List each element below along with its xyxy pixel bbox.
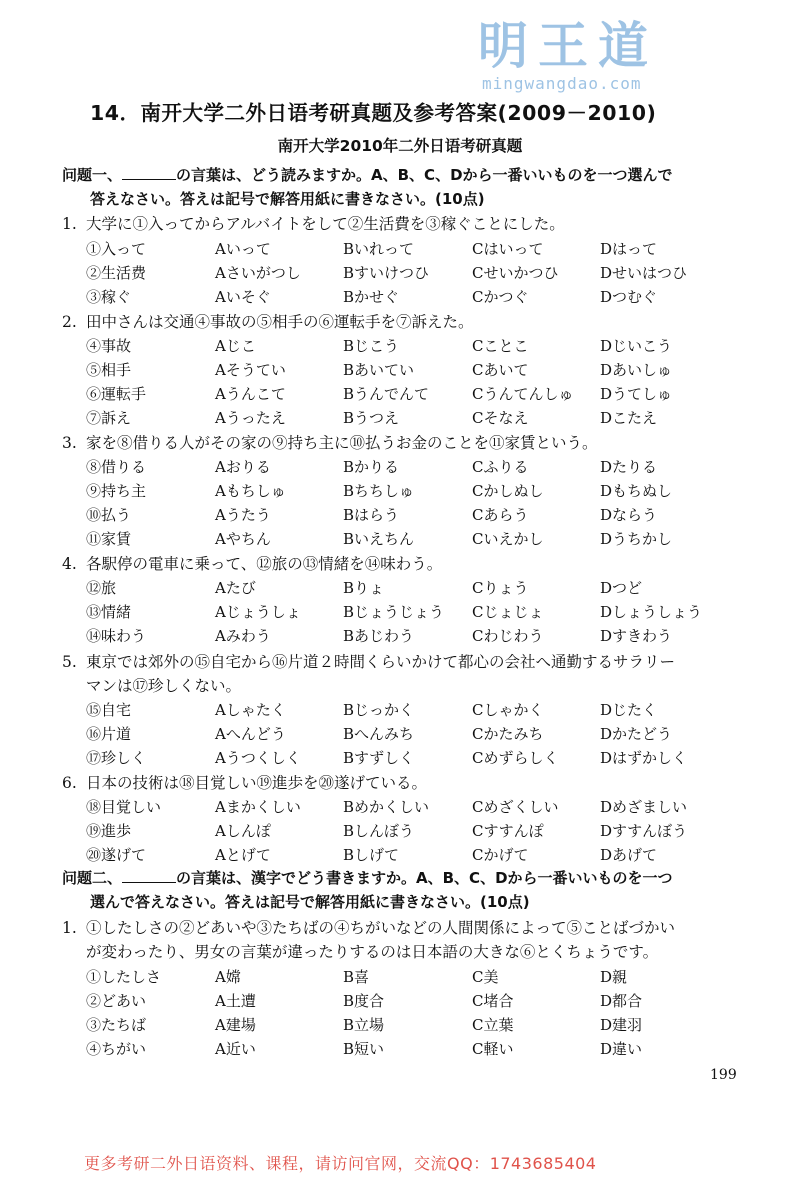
option-term: ⑲進歩 [86,822,132,840]
site-logo [478,18,768,98]
option-choice: Dもちぬし [600,482,673,500]
option-choice: Cわじわう [472,627,544,645]
option-term: ⑨持ち主 [86,482,147,500]
question-text: 家を⑧借りる人がその家の⑨持ち主に⑩払うお金のことを⑪家賃という。 [86,434,598,452]
option-term: ⑳遂げて [86,846,147,864]
section2-line1: の言葉は、漢字でどう書きますか。A、B、C、Dから一番いいものを一つ [176,869,673,887]
exam-subtitle: 南开大学2010年二外日语考研真题 [277,137,523,155]
question-text: 東京では郊外の⑮自宅から⑯片道２時間くらいかけて都心の会社へ通勤するサラリー [86,653,676,671]
option-term: ③稼ぐ [86,288,132,306]
option-choice: A嫦 [215,968,241,986]
section1-line1: の言葉は、どう読みますか。A、B、C、Dから一番いいものを一つ選んで [176,166,673,184]
question-number: 1. [62,215,77,233]
option-choice: Dならう [600,506,658,524]
option-term: ②どあい [86,992,147,1010]
option-choice: Cいえかし [472,530,544,548]
question-number: 5. [62,653,77,671]
s2-question-1-stem [62,916,752,964]
option-choice: Aへんどう [215,725,286,743]
option-choice: C軽い [472,1040,514,1058]
question-5-stem [62,650,752,698]
option-choice: Aじこ [215,337,256,355]
option-choice: Cじょじょ [472,603,544,621]
option-choice: A土遭 [215,992,256,1010]
option-choice: D違い [600,1040,643,1058]
option-choice: C美 [472,968,499,986]
option-term: ④ちがい [86,1040,147,1058]
option-choice: A近い [215,1040,256,1058]
page-number: 199 [710,1067,737,1083]
option-choice: Cめずらしく [472,749,559,767]
option-choice: Bじっかく [343,701,415,719]
option-choice: Bいれって [343,240,415,258]
option-choice: Bじょうじょう [343,603,445,621]
section1-label: 问题一、 [62,166,123,184]
option-choice: Cしゃかく [472,701,544,719]
option-choice: Dじいこう [600,337,673,355]
option-choice: Bかりる [343,458,400,476]
option-term: ⑪家賃 [86,530,132,548]
question-text: 日本の技術は⑱目覚しい⑲進歩を⑳遂げている。 [86,774,428,792]
option-term: ⑬情緒 [86,603,132,621]
logo-text: 明王道 [478,17,658,75]
question-number: 6. [62,774,77,792]
option-choice: Dはずかしく [600,749,688,767]
option-choice: Dつむぐ [600,288,658,306]
option-choice: Bはらう [343,506,400,524]
option-choice: B短い [343,1040,385,1058]
option-choice: C立葉 [472,1016,514,1034]
option-choice: Cかつぐ [472,288,529,306]
option-choice: D建羽 [600,1016,643,1034]
option-choice: Bりょ [343,579,385,597]
option-choice: Cかげて [472,846,529,864]
option-choice: Dはって [600,240,658,258]
option-choice: D都合 [600,992,643,1010]
option-choice: Aうたう [215,506,271,524]
option-choice: Dうちかし [600,530,673,548]
option-choice: Bへんみち [343,725,415,743]
question-text: 田中さんは交通④事故の⑤相手の⑥運転手を⑦訴えた。 [86,313,474,331]
option-choice: Bうつえ [343,409,400,427]
option-choice: Dあげて [600,846,658,864]
option-choice: Aさいがつし [215,264,301,282]
option-choice: Aそうてい [215,361,286,379]
option-choice: Cすすんぽ [472,822,544,840]
option-choice: Bしんぼう [343,822,415,840]
option-term: ⑥運転手 [86,385,147,403]
option-choice: Bじこう [343,337,400,355]
answer-blank [122,165,176,180]
question-text-cont: が変わったり、男女の言葉が違ったりするのは日本語の大きな⑥とくちょうです。 [86,943,659,961]
option-term: ⑩払う [86,506,132,524]
section2-label: 问题二、 [62,869,123,887]
option-choice: Aたび [215,579,256,597]
option-choice: Dめざましい [600,798,688,816]
option-choice: Bしげて [343,846,400,864]
option-term: ①入って [86,240,147,258]
option-choice: B度合 [343,992,385,1010]
option-choice: B立場 [343,1016,385,1034]
option-choice: Aうつくしく [215,749,301,767]
footer-promo: 更多考研二外日语资料、课程，请访问官网，交流QQ：1743685404 [84,1154,597,1173]
option-choice: B喜 [343,968,370,986]
option-choice: Bうんでんて [343,385,430,403]
option-choice: Dしょうしょう [600,603,703,621]
question-4-stem [62,552,752,576]
option-choice: Cりょう [472,579,529,597]
page-title: 14．南开大学二外日语考研真题及参考答案(2009－2010) [90,101,657,125]
option-choice: Cふりる [472,458,529,476]
section2-line2: 選んで答えなさい。答えは記号で解答用紙に書きなさい。(10点) [90,893,530,911]
option-choice: D親 [600,968,628,986]
option-term: ⑭味わう [86,627,147,645]
option-choice: Aとげて [215,846,271,864]
option-term: ④事故 [86,337,132,355]
option-term: ⑫旅 [86,579,117,597]
option-choice: Aまかくしい [215,798,301,816]
option-choice: Aいそぐ [215,288,271,306]
question-number: 1. [62,919,77,937]
option-choice: Cはいって [472,240,544,258]
option-choice: Dじたく [600,701,658,719]
option-choice: Dかたどう [600,725,673,743]
option-choice: Dうてしゅ [600,385,673,403]
option-choice: Aしゃたく [215,701,286,719]
option-choice: Aじょうしょ [215,603,301,621]
option-choice: Aおりる [215,458,271,476]
option-choice: Bかせぐ [343,288,400,306]
option-choice: Dすきわう [600,627,673,645]
option-term: ③たちば [86,1016,147,1034]
question-text: 各駅停の電車に乗って、⑫旅の⑬情緒を⑭味わう。 [86,555,443,573]
option-choice: Cうんてんしゅ [472,385,574,403]
option-choice: Dすすんぼう [600,822,688,840]
question-number: 3. [62,434,77,452]
question-number: 4. [62,555,77,573]
option-choice: Aやちん [215,530,271,548]
option-choice: Dせいはつひ [600,264,688,282]
option-term: ⑱目覚しい [86,798,162,816]
option-choice: Dこたえ [600,409,658,427]
option-choice: Cかたみち [472,725,544,743]
option-choice: Dたりる [600,458,658,476]
option-term: ⑦訴え [86,409,132,427]
option-choice: Cあいて [472,361,529,379]
option-choice: Cせいかつひ [472,264,559,282]
question-2-stem [62,310,752,334]
option-choice: Bすずしく [343,749,415,767]
option-choice: Dつど [600,579,643,597]
option-choice: C堵合 [472,992,514,1010]
option-choice: Cそなえ [472,409,529,427]
option-choice: Bちちしゅ [343,482,415,500]
option-choice: Bめかくしい [343,798,430,816]
option-term: ⑧借りる [86,458,147,476]
option-term: ①したしさ [86,968,162,986]
option-choice: Aしんぽ [215,822,271,840]
option-choice: Cことこ [472,337,529,355]
option-term: ⑤相手 [86,361,132,379]
option-choice: Bいえちん [343,530,415,548]
option-choice: Bあいてい [343,361,415,379]
section1-instruction [62,163,752,211]
question-text-cont: マンは⑰珍しくない。 [86,677,242,695]
section1-line2: 答えなさい。答えは記号で解答用紙に書きなさい。(10点) [90,190,485,208]
answer-blank [122,868,176,883]
question-6-stem [62,771,752,795]
option-choice: Aみわう [215,627,271,645]
option-choice: A建場 [215,1016,256,1034]
question-text: 大学に①入ってからアルバイトをして②生活費を③稼ぐことにした。 [86,215,565,233]
section2-instruction [62,866,752,914]
option-choice: Aうんこて [215,385,286,403]
option-term: ⑰珍しく [86,749,147,767]
option-choice: Cめざくしい [472,798,559,816]
option-choice: Dあいしゅ [600,361,673,379]
option-choice: Bあじわう [343,627,415,645]
option-choice: Cあらう [472,506,529,524]
option-choice: Aもちしゅ [215,482,286,500]
question-3-stem [62,431,752,455]
option-choice: Cかしぬし [472,482,544,500]
option-choice: Aうったえ [215,409,286,427]
option-term: ⑯片道 [86,725,132,743]
question-number: 2. [62,313,77,331]
logo-url: mingwangdao.com [482,74,642,93]
option-term: ⑮自宅 [86,701,132,719]
option-choice: Bすいけつひ [343,264,430,282]
option-choice: Aいって [215,240,271,258]
question-text: ①したしさの②どあいや③たちばの④ちがいなどの人間関係によって⑤ことばづかい [86,919,676,937]
option-term: ②生活费 [86,264,147,282]
question-1-stem [62,212,752,236]
